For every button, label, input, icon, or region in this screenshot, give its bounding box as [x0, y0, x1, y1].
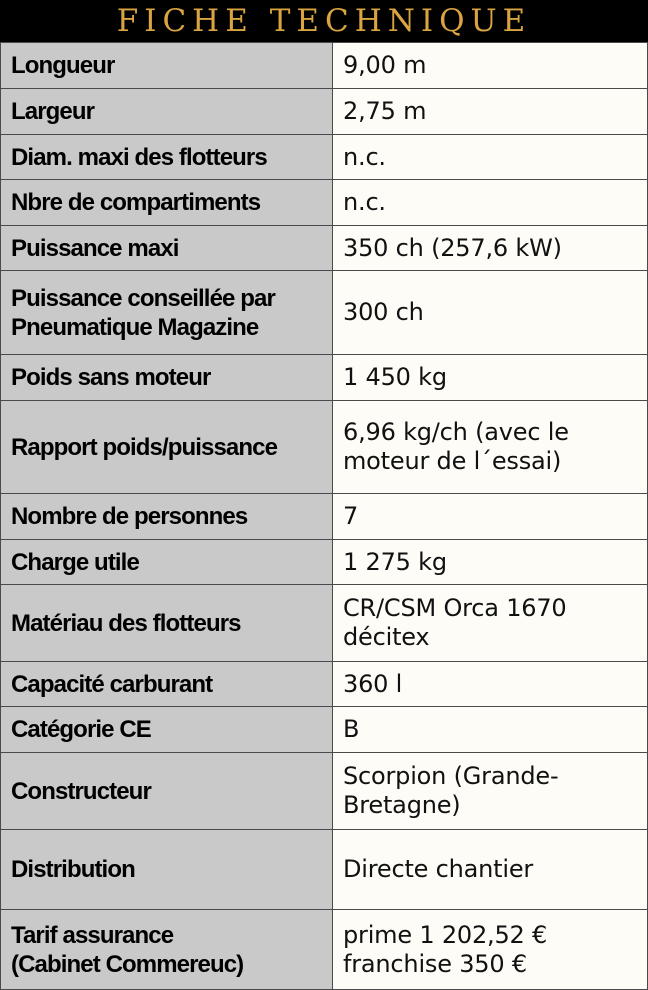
- row-label-text: Tarif assurance (Cabinet Commereuc): [11, 921, 244, 978]
- table-row-capacite-carburant: [1, 662, 648, 707]
- row-value-text: 1 450 kg: [343, 363, 447, 391]
- row-label: [1, 355, 333, 401]
- sheet-title: FICHE TECHNIQUE: [116, 3, 532, 39]
- row-label-text: Longueur: [11, 52, 115, 79]
- row-value: [333, 753, 648, 830]
- row-label-text: Puissance conseillée par Pneumatique Magazine: [11, 284, 275, 341]
- row-value-text: 2,75 m: [343, 97, 427, 125]
- row-value: [333, 540, 648, 585]
- row-value: [333, 707, 648, 753]
- row-label-text: Charge utile: [11, 548, 139, 576]
- row-label-text: Matériau des flotteurs: [11, 609, 241, 637]
- row-label-text: Distribution: [11, 856, 135, 883]
- row-value: [333, 355, 648, 401]
- row-value-text: 1 275 kg: [343, 547, 447, 576]
- row-label: [1, 401, 333, 494]
- row-value-text: 350 ch (257,6 kW): [343, 233, 562, 262]
- row-label: [1, 910, 333, 990]
- row-label: [1, 585, 333, 662]
- table-row-nombre-personnes: [1, 494, 648, 540]
- row-value: [333, 830, 648, 910]
- table-row-poids-sans-moteur: [1, 355, 648, 401]
- table-row-categorie-ce: [1, 707, 648, 753]
- row-value-text: 9,00 m: [343, 51, 427, 79]
- row-value-text: B: [343, 715, 360, 743]
- row-label-text: Largeur: [11, 98, 95, 125]
- row-value-text: 360 l: [343, 669, 403, 698]
- row-value: [333, 43, 648, 89]
- table-row-distribution: [1, 830, 648, 910]
- row-label-text: Nombre de personnes: [11, 503, 248, 530]
- row-value-text: 7: [343, 502, 359, 530]
- row-value: [333, 910, 648, 990]
- table-row-largeur: [1, 89, 648, 135]
- table-row-charge-utile: [1, 540, 648, 585]
- row-value: [333, 494, 648, 540]
- row-label: [1, 540, 333, 585]
- row-label: [1, 494, 333, 540]
- row-value: [333, 401, 648, 494]
- table-row-materiau-flotteurs: [1, 585, 648, 662]
- row-label-text: Nbre de compartiments: [11, 189, 261, 216]
- table-row-compartiments: [1, 180, 648, 226]
- row-label: [1, 707, 333, 753]
- row-value: [333, 180, 648, 226]
- row-value: [333, 135, 648, 180]
- table-row-constructeur: [1, 753, 648, 830]
- row-label: [1, 830, 333, 910]
- row-label: [1, 43, 333, 89]
- row-value: [333, 662, 648, 707]
- row-label-text: Capacité carburant: [11, 670, 213, 698]
- row-value: [333, 585, 648, 662]
- row-label: [1, 662, 333, 707]
- row-value-text: n.c.: [343, 142, 386, 171]
- row-value-text: CR/CSM Orca 1670 décitex: [343, 594, 567, 651]
- row-label-text: Poids sans moteur: [11, 364, 211, 391]
- row-label-text: Diam. maxi des flotteurs: [11, 143, 267, 171]
- row-label-text: Puissance maxi: [11, 234, 179, 262]
- row-label: [1, 271, 333, 355]
- table-row-tarif-assurance: [1, 910, 648, 990]
- row-value-text: n.c.: [343, 188, 386, 216]
- table-row-puissance-conseillee: [1, 271, 648, 355]
- row-value: [333, 271, 648, 355]
- row-label: [1, 753, 333, 830]
- table-row-puissance-maxi: [1, 226, 648, 271]
- table-row-diam-flotteurs: [1, 135, 648, 180]
- row-value: [333, 226, 648, 271]
- row-label-text: Rapport poids/puissance: [11, 433, 278, 461]
- row-label: [1, 89, 333, 135]
- row-value: [333, 89, 648, 135]
- table-row-rapport-poids-puissance: [1, 401, 648, 494]
- row-label-text: Constructeur: [11, 777, 151, 805]
- row-label-text: Catégorie CE: [11, 716, 151, 743]
- row-value-text: 300 ch: [343, 298, 424, 326]
- row-label: [1, 180, 333, 226]
- row-label: [1, 226, 333, 271]
- row-value-text: Scorpion (Grande- Bretagne): [343, 762, 559, 819]
- title-bar: [0, 0, 648, 42]
- table-row-longueur: [1, 43, 648, 89]
- row-value-text: 6,96 kg/ch (avec le moteur de l´essai): [343, 418, 569, 475]
- spec-table: [0, 42, 648, 990]
- row-value-text: Directe chantier: [343, 855, 534, 883]
- row-value-text: prime 1 202,52 € franchise 350 €: [343, 920, 548, 978]
- row-label: [1, 135, 333, 180]
